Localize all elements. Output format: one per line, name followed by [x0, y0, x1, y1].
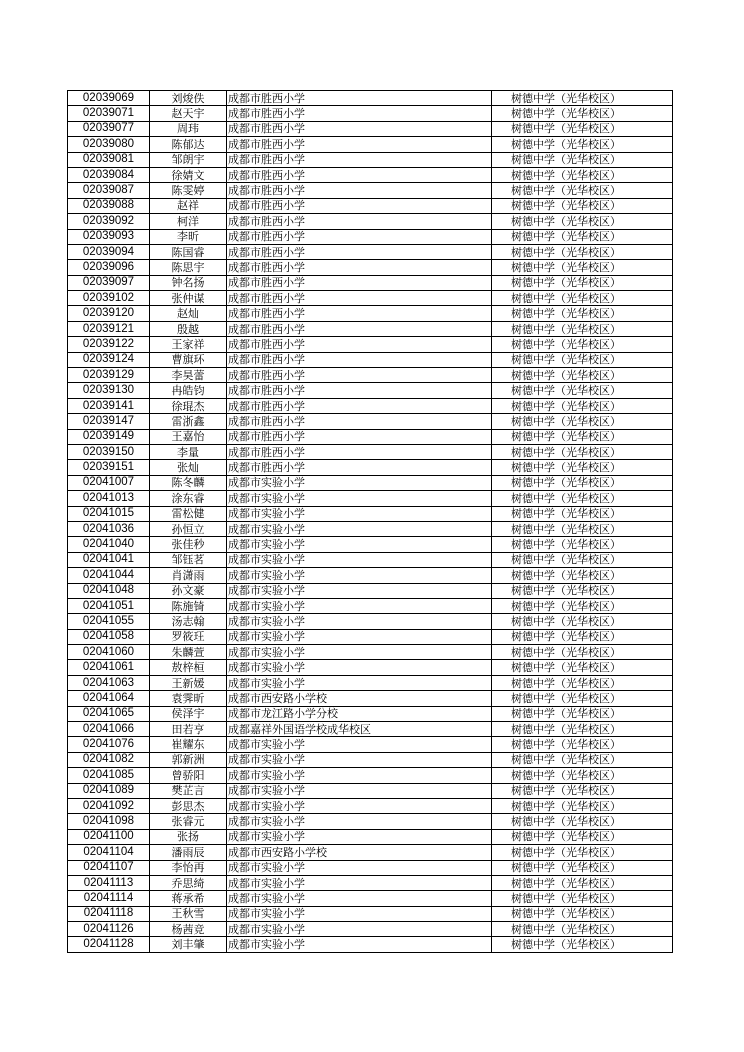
table-row — [68, 768, 673, 783]
student-name-cell: 朱麟萱 — [150, 645, 227, 660]
admitted-school-cell: 树德中学（光华校区） — [492, 537, 673, 552]
primary-school-cell: 成都市胜西小学 — [227, 368, 492, 383]
table-row — [68, 275, 673, 290]
student-id-cell: 02039147 — [68, 414, 150, 429]
primary-school-cell: 成都市西安路小学校 — [227, 691, 492, 706]
student-id-cell: 02041085 — [68, 768, 150, 783]
admitted-school-cell: 树德中学（光华校区） — [492, 583, 673, 598]
student-id-cell: 02041126 — [68, 922, 150, 937]
admitted-school-cell: 树德中学（光华校区） — [492, 337, 673, 352]
student-id-cell: 02039120 — [68, 306, 150, 321]
admitted-school-cell: 树德中学（光华校区） — [492, 460, 673, 475]
primary-school-cell: 成都市实验小学 — [227, 629, 492, 644]
primary-school-cell: 成都市实验小学 — [227, 829, 492, 844]
primary-school-cell: 成都市胜西小学 — [227, 321, 492, 336]
primary-school-cell: 成都市实验小学 — [227, 568, 492, 583]
admitted-school-cell: 树德中学（光华校区） — [492, 229, 673, 244]
primary-school-cell: 成都市龙江路小学分校 — [227, 706, 492, 721]
primary-school-cell: 成都市实验小学 — [227, 552, 492, 567]
table-row — [68, 352, 673, 367]
primary-school-cell: 成都市胜西小学 — [227, 275, 492, 290]
student-id-cell: 02041089 — [68, 783, 150, 798]
student-id-cell: 02041082 — [68, 752, 150, 767]
table-row — [68, 214, 673, 229]
student-id-cell: 02041092 — [68, 798, 150, 813]
primary-school-cell: 成都市实验小学 — [227, 737, 492, 752]
admitted-school-cell: 树德中学（光华校区） — [492, 152, 673, 167]
table-row — [68, 368, 673, 383]
primary-school-cell: 成都市实验小学 — [227, 645, 492, 660]
admitted-school-cell: 树德中学（光华校区） — [492, 937, 673, 952]
student-id-cell: 02039149 — [68, 429, 150, 444]
student-id-cell: 02039088 — [68, 198, 150, 213]
student-id-cell: 02041128 — [68, 937, 150, 952]
primary-school-cell: 成都市胜西小学 — [227, 91, 492, 106]
admitted-school-cell: 树德中学（光华校区） — [492, 398, 673, 413]
student-name-cell: 张扬 — [150, 829, 227, 844]
student-name-cell: 汤志翰 — [150, 614, 227, 629]
table-row — [68, 906, 673, 921]
roster-body — [68, 91, 673, 953]
primary-school-cell: 成都市实验小学 — [227, 660, 492, 675]
admitted-school-cell: 树德中学（光华校区） — [492, 645, 673, 660]
table-row — [68, 552, 673, 567]
table-row — [68, 568, 673, 583]
student-name-cell: 孙文豪 — [150, 583, 227, 598]
primary-school-cell: 成都市西安路小学校 — [227, 845, 492, 860]
admitted-school-cell: 树德中学（光华校区） — [492, 598, 673, 613]
primary-school-cell: 成都市实验小学 — [227, 768, 492, 783]
student-name-cell: 樊芷言 — [150, 783, 227, 798]
admitted-school-cell: 树德中学（光华校区） — [492, 244, 673, 259]
admitted-school-cell: 树德中学（光华校区） — [492, 491, 673, 506]
primary-school-cell: 成都市胜西小学 — [227, 383, 492, 398]
primary-school-cell: 成都市实验小学 — [227, 752, 492, 767]
student-id-cell: 02041065 — [68, 706, 150, 721]
table-row — [68, 706, 673, 721]
primary-school-cell: 成都市实验小学 — [227, 491, 492, 506]
student-name-cell: 雷浙鑫 — [150, 414, 227, 429]
admitted-school-cell: 树德中学（光华校区） — [492, 291, 673, 306]
table-row — [68, 675, 673, 690]
student-name-cell: 王家祥 — [150, 337, 227, 352]
admitted-school-cell: 树德中学（光华校区） — [492, 321, 673, 336]
student-id-cell: 02041076 — [68, 737, 150, 752]
table-row — [68, 414, 673, 429]
table-row — [68, 398, 673, 413]
student-name-cell: 陈郁达 — [150, 137, 227, 152]
student-name-cell: 邹朗宇 — [150, 152, 227, 167]
admitted-school-cell: 树德中学（光华校区） — [492, 91, 673, 106]
admitted-school-cell: 树德中学（光华校区） — [492, 875, 673, 890]
student-id-cell: 02041048 — [68, 583, 150, 598]
primary-school-cell: 成都嘉祥外国语学校成华校区 — [227, 722, 492, 737]
admitted-school-cell: 树德中学（光华校区） — [492, 814, 673, 829]
primary-school-cell: 成都市实验小学 — [227, 614, 492, 629]
admitted-school-cell: 树德中学（光华校区） — [492, 121, 673, 136]
student-id-cell: 02041040 — [68, 537, 150, 552]
student-name-cell: 李昕 — [150, 229, 227, 244]
admitted-school-cell: 树德中学（光华校区） — [492, 506, 673, 521]
student-name-cell: 刘焌佚 — [150, 91, 227, 106]
admitted-school-cell: 树德中学（光华校区） — [492, 768, 673, 783]
student-name-cell: 冉皓钧 — [150, 383, 227, 398]
student-name-cell: 罗筱玨 — [150, 629, 227, 644]
student-name-cell: 殷越 — [150, 321, 227, 336]
primary-school-cell: 成都市胜西小学 — [227, 137, 492, 152]
student-id-cell: 02039087 — [68, 183, 150, 198]
student-name-cell: 田若亨 — [150, 722, 227, 737]
table-row — [68, 937, 673, 952]
admitted-school-cell: 树德中学（光华校区） — [492, 275, 673, 290]
table-row — [68, 260, 673, 275]
student-name-cell: 张灿 — [150, 460, 227, 475]
student-id-cell: 02041058 — [68, 629, 150, 644]
student-name-cell: 陈雯婷 — [150, 183, 227, 198]
primary-school-cell: 成都市胜西小学 — [227, 444, 492, 459]
student-name-cell: 崔耀东 — [150, 737, 227, 752]
admitted-school-cell: 树德中学（光华校区） — [492, 383, 673, 398]
primary-school-cell: 成都市实验小学 — [227, 506, 492, 521]
student-name-cell: 潘雨辰 — [150, 845, 227, 860]
student-id-cell: 02039150 — [68, 444, 150, 459]
table-row — [68, 91, 673, 106]
primary-school-cell: 成都市胜西小学 — [227, 198, 492, 213]
admitted-school-cell: 树德中学（光华校区） — [492, 629, 673, 644]
table-row — [68, 244, 673, 259]
table-row — [68, 229, 673, 244]
admitted-school-cell: 树德中学（光华校区） — [492, 306, 673, 321]
admitted-school-cell: 树德中学（光华校区） — [492, 891, 673, 906]
table-row — [68, 383, 673, 398]
student-name-cell: 赵祥 — [150, 198, 227, 213]
primary-school-cell: 成都市实验小学 — [227, 798, 492, 813]
primary-school-cell: 成都市胜西小学 — [227, 214, 492, 229]
student-name-cell: 侯泽宇 — [150, 706, 227, 721]
primary-school-cell: 成都市胜西小学 — [227, 306, 492, 321]
student-name-cell: 李昊蕾 — [150, 368, 227, 383]
student-name-cell: 李怡再 — [150, 860, 227, 875]
primary-school-cell: 成都市实验小学 — [227, 860, 492, 875]
admitted-school-cell: 树德中学（光华校区） — [492, 752, 673, 767]
primary-school-cell: 成都市实验小学 — [227, 875, 492, 890]
primary-school-cell: 成都市胜西小学 — [227, 352, 492, 367]
table-row — [68, 922, 673, 937]
admitted-school-cell: 树德中学（光华校区） — [492, 352, 673, 367]
student-id-cell: 02039080 — [68, 137, 150, 152]
student-id-cell: 02039077 — [68, 121, 150, 136]
student-id-cell: 02041051 — [68, 598, 150, 613]
student-id-cell: 02039122 — [68, 337, 150, 352]
primary-school-cell: 成都市胜西小学 — [227, 260, 492, 275]
student-id-cell: 02041066 — [68, 722, 150, 737]
student-name-cell: 张睿元 — [150, 814, 227, 829]
admitted-school-cell: 树德中学（光华校区） — [492, 829, 673, 844]
student-name-cell: 陈国睿 — [150, 244, 227, 259]
student-id-cell: 02039130 — [68, 383, 150, 398]
student-name-cell: 陈施锜 — [150, 598, 227, 613]
table-row — [68, 475, 673, 490]
student-name-cell: 赵灿 — [150, 306, 227, 321]
student-name-cell: 乔思绮 — [150, 875, 227, 890]
table-row — [68, 198, 673, 213]
table-row — [68, 121, 673, 136]
admitted-school-cell: 树德中学（光华校区） — [492, 429, 673, 444]
student-name-cell: 王秋雪 — [150, 906, 227, 921]
admitted-school-cell: 树德中学（光华校区） — [492, 444, 673, 459]
table-row — [68, 583, 673, 598]
student-id-cell: 02041107 — [68, 860, 150, 875]
student-id-cell: 02041114 — [68, 891, 150, 906]
primary-school-cell: 成都市胜西小学 — [227, 398, 492, 413]
student-name-cell: 李量 — [150, 444, 227, 459]
table-row — [68, 321, 673, 336]
table-row — [68, 845, 673, 860]
student-name-cell: 曹旗环 — [150, 352, 227, 367]
table-row — [68, 814, 673, 829]
primary-school-cell: 成都市实验小学 — [227, 583, 492, 598]
table-row — [68, 798, 673, 813]
student-name-cell: 邹钰茗 — [150, 552, 227, 567]
student-name-cell: 周玮 — [150, 121, 227, 136]
primary-school-cell: 成都市实验小学 — [227, 675, 492, 690]
admitted-school-cell: 树德中学（光华校区） — [492, 568, 673, 583]
student-id-cell: 02041060 — [68, 645, 150, 660]
student-name-cell: 张仲谋 — [150, 291, 227, 306]
admitted-school-cell: 树德中学（光华校区） — [492, 783, 673, 798]
student-name-cell: 陈思宇 — [150, 260, 227, 275]
student-name-cell: 肖潇雨 — [150, 568, 227, 583]
student-name-cell: 刘丰肇 — [150, 937, 227, 952]
table-row — [68, 137, 673, 152]
table-row — [68, 629, 673, 644]
student-name-cell: 徐婧文 — [150, 167, 227, 182]
table-row — [68, 829, 673, 844]
table-row — [68, 722, 673, 737]
student-id-cell: 02039094 — [68, 244, 150, 259]
student-id-cell: 02039141 — [68, 398, 150, 413]
student-name-cell: 敖梓桓 — [150, 660, 227, 675]
table-row — [68, 167, 673, 182]
table-row — [68, 891, 673, 906]
student-id-cell: 02039121 — [68, 321, 150, 336]
table-row — [68, 660, 673, 675]
admitted-school-cell: 树德中学（光华校区） — [492, 414, 673, 429]
admitted-school-cell: 树德中学（光华校区） — [492, 675, 673, 690]
table-row — [68, 306, 673, 321]
admitted-school-cell: 树德中学（光华校区） — [492, 167, 673, 182]
admitted-school-cell: 树德中学（光华校区） — [492, 614, 673, 629]
student-name-cell: 曾骄阳 — [150, 768, 227, 783]
primary-school-cell: 成都市实验小学 — [227, 814, 492, 829]
student-id-cell: 02041098 — [68, 814, 150, 829]
primary-school-cell: 成都市胜西小学 — [227, 167, 492, 182]
admitted-school-cell: 树德中学（光华校区） — [492, 137, 673, 152]
student-id-cell: 02039097 — [68, 275, 150, 290]
table-row — [68, 106, 673, 121]
primary-school-cell: 成都市胜西小学 — [227, 121, 492, 136]
student-id-cell: 02041063 — [68, 675, 150, 690]
student-id-cell: 02041007 — [68, 475, 150, 490]
table-row — [68, 152, 673, 167]
primary-school-cell: 成都市胜西小学 — [227, 244, 492, 259]
admitted-school-cell: 树德中学（光华校区） — [492, 922, 673, 937]
student-id-cell: 02041055 — [68, 614, 150, 629]
primary-school-cell: 成都市胜西小学 — [227, 183, 492, 198]
primary-school-cell: 成都市实验小学 — [227, 906, 492, 921]
admitted-school-cell: 树德中学（光华校区） — [492, 552, 673, 567]
table-row — [68, 183, 673, 198]
primary-school-cell: 成都市胜西小学 — [227, 106, 492, 121]
admitted-school-cell: 树德中学（光华校区） — [492, 475, 673, 490]
student-name-cell: 雷松健 — [150, 506, 227, 521]
student-id-cell: 02039102 — [68, 291, 150, 306]
table-row — [68, 521, 673, 536]
primary-school-cell: 成都市胜西小学 — [227, 229, 492, 244]
primary-school-cell: 成都市实验小学 — [227, 783, 492, 798]
primary-school-cell: 成都市胜西小学 — [227, 429, 492, 444]
table-row — [68, 614, 673, 629]
student-id-cell: 02039129 — [68, 368, 150, 383]
primary-school-cell: 成都市实验小学 — [227, 537, 492, 552]
student-id-cell: 02039092 — [68, 214, 150, 229]
student-id-cell: 02041061 — [68, 660, 150, 675]
admitted-school-cell: 树德中学（光华校区） — [492, 691, 673, 706]
admitted-school-cell: 树德中学（光华校区） — [492, 368, 673, 383]
student-id-cell: 02039096 — [68, 260, 150, 275]
student-name-cell: 徐琨杰 — [150, 398, 227, 413]
student-id-cell: 02041036 — [68, 521, 150, 536]
admitted-school-cell: 树德中学（光华校区） — [492, 737, 673, 752]
student-id-cell: 02041100 — [68, 829, 150, 844]
primary-school-cell: 成都市胜西小学 — [227, 460, 492, 475]
student-name-cell: 袁霁昕 — [150, 691, 227, 706]
primary-school-cell: 成都市实验小学 — [227, 598, 492, 613]
student-id-cell: 02039151 — [68, 460, 150, 475]
student-name-cell: 涂东睿 — [150, 491, 227, 506]
admitted-school-cell: 树德中学（光华校区） — [492, 845, 673, 860]
table-row — [68, 737, 673, 752]
student-name-cell: 钟名扬 — [150, 275, 227, 290]
primary-school-cell: 成都市实验小学 — [227, 937, 492, 952]
primary-school-cell: 成都市实验小学 — [227, 891, 492, 906]
student-roster-table — [67, 90, 673, 953]
admitted-school-cell: 树德中学（光华校区） — [492, 214, 673, 229]
student-id-cell: 02039084 — [68, 167, 150, 182]
table-row — [68, 491, 673, 506]
primary-school-cell: 成都市实验小学 — [227, 475, 492, 490]
primary-school-cell: 成都市实验小学 — [227, 922, 492, 937]
student-id-cell: 02041044 — [68, 568, 150, 583]
primary-school-cell: 成都市胜西小学 — [227, 337, 492, 352]
table-row — [68, 645, 673, 660]
student-name-cell: 郭新洲 — [150, 752, 227, 767]
student-name-cell: 孙恒立 — [150, 521, 227, 536]
student-id-cell: 02041013 — [68, 491, 150, 506]
table-row — [68, 691, 673, 706]
table-row — [68, 875, 673, 890]
student-id-cell: 02039124 — [68, 352, 150, 367]
primary-school-cell: 成都市胜西小学 — [227, 152, 492, 167]
student-id-cell: 02041041 — [68, 552, 150, 567]
admitted-school-cell: 树德中学（光华校区） — [492, 106, 673, 121]
student-id-cell: 02041015 — [68, 506, 150, 521]
student-id-cell: 02039069 — [68, 91, 150, 106]
student-name-cell: 蒋承希 — [150, 891, 227, 906]
admitted-school-cell: 树德中学（光华校区） — [492, 521, 673, 536]
student-id-cell: 02039071 — [68, 106, 150, 121]
admitted-school-cell: 树德中学（光华校区） — [492, 906, 673, 921]
student-name-cell: 王嘉怡 — [150, 429, 227, 444]
admitted-school-cell: 树德中学（光华校区） — [492, 706, 673, 721]
admitted-school-cell: 树德中学（光华校区） — [492, 798, 673, 813]
table-row — [68, 506, 673, 521]
table-row — [68, 537, 673, 552]
student-name-cell: 彭思杰 — [150, 798, 227, 813]
admitted-school-cell: 树德中学（光华校区） — [492, 860, 673, 875]
primary-school-cell: 成都市胜西小学 — [227, 414, 492, 429]
table-row — [68, 783, 673, 798]
admitted-school-cell: 树德中学（光华校区） — [492, 198, 673, 213]
admitted-school-cell: 树德中学（光华校区） — [492, 722, 673, 737]
table-row — [68, 752, 673, 767]
table-row — [68, 337, 673, 352]
table-row — [68, 860, 673, 875]
student-id-cell: 02041113 — [68, 875, 150, 890]
table-row — [68, 444, 673, 459]
primary-school-cell: 成都市胜西小学 — [227, 291, 492, 306]
student-name-cell: 赵天宇 — [150, 106, 227, 121]
table-row — [68, 291, 673, 306]
admitted-school-cell: 树德中学（光华校区） — [492, 260, 673, 275]
student-id-cell: 02041118 — [68, 906, 150, 921]
student-name-cell: 王新媛 — [150, 675, 227, 690]
table-row — [68, 598, 673, 613]
primary-school-cell: 成都市实验小学 — [227, 521, 492, 536]
student-id-cell: 02041064 — [68, 691, 150, 706]
student-id-cell: 02041104 — [68, 845, 150, 860]
admitted-school-cell: 树德中学（光华校区） — [492, 660, 673, 675]
student-name-cell: 杨茜竞 — [150, 922, 227, 937]
admitted-school-cell: 树德中学（光华校区） — [492, 183, 673, 198]
table-row — [68, 429, 673, 444]
student-id-cell: 02039093 — [68, 229, 150, 244]
student-name-cell: 柯洋 — [150, 214, 227, 229]
student-name-cell: 张佳秒 — [150, 537, 227, 552]
table-row — [68, 460, 673, 475]
student-id-cell: 02039081 — [68, 152, 150, 167]
student-name-cell: 陈冬麟 — [150, 475, 227, 490]
